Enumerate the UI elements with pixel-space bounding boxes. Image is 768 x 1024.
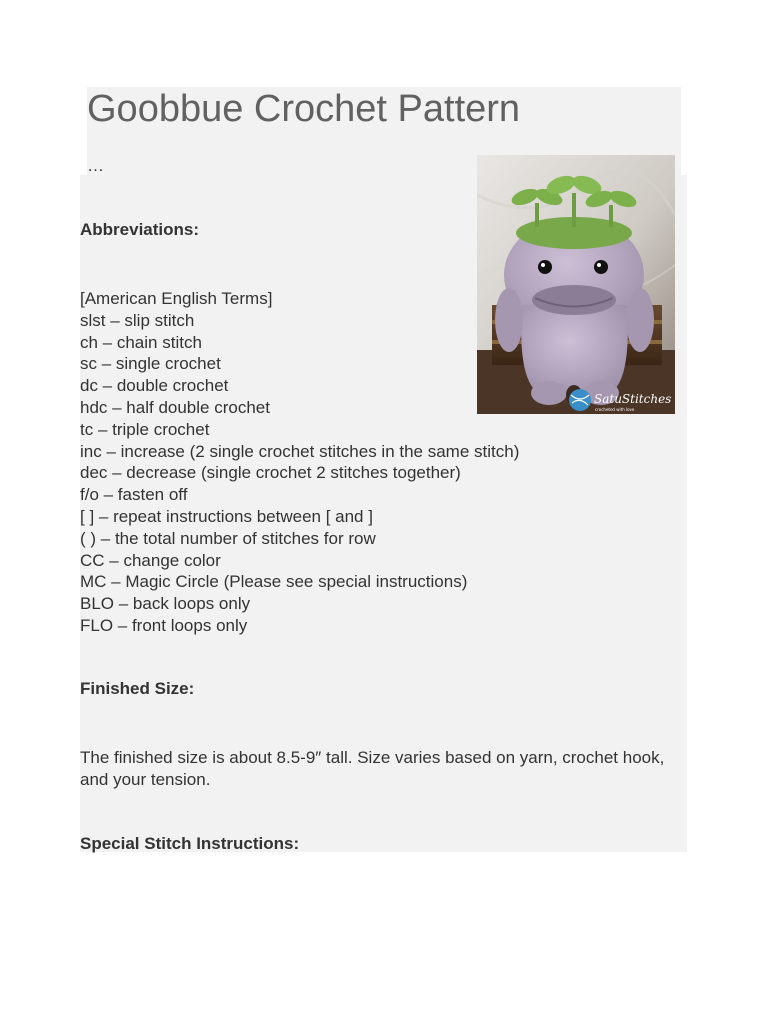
watermark-text: SatuStitches — [594, 392, 672, 406]
abbreviation-item: slst – slip stitch — [80, 310, 195, 330]
abbreviation-item: [ ] – repeat instructions between [ and ] — [80, 506, 373, 526]
abbreviation-item: CC – change color — [80, 550, 221, 570]
abbreviation-item: sc – single crochet — [80, 354, 221, 374]
watermark-tagline: crocheted with love — [595, 407, 635, 412]
page-title: Goobbue Crochet Pattern — [87, 88, 521, 130]
special-stitch-heading: Special Stitch Instructions: — [80, 834, 300, 853]
abbreviations-list — [80, 288, 519, 637]
abbreviation-item: inc – increase (2 single crochet stitches in the same stitch) — [80, 441, 520, 461]
finished-size-text: The finished size is about 8.5-9″ tall. Size varies based on yarn, crochet hook, and your tension. — [80, 748, 665, 789]
abbreviation-item: ch – chain stitch — [80, 332, 202, 352]
finished-size-heading: Finished Size: — [80, 679, 195, 698]
abbreviation-item: f/o – fasten off — [80, 485, 188, 505]
abbreviation-item: FLO – front loops only — [80, 615, 248, 635]
abbreviation-item: dc – double crochet — [80, 376, 229, 396]
abbreviation-item: ( ) – the total number of stitches for row — [80, 528, 376, 548]
intro-ellipsis: … — [87, 156, 104, 175]
abbreviation-item: hdc – half double crochet — [80, 397, 270, 417]
abbreviation-item: MC – Magic Circle (Please see special instructions) — [80, 572, 468, 592]
abbreviation-item: BLO – back loops only — [80, 594, 251, 614]
abbreviation-item: [American English Terms] — [80, 289, 273, 308]
abbreviation-item: tc – triple crochet — [80, 419, 210, 439]
abbreviations-heading: Abbreviations: — [80, 220, 200, 239]
abbreviation-item: dec – decrease (single crochet 2 stitches together) — [80, 463, 461, 483]
